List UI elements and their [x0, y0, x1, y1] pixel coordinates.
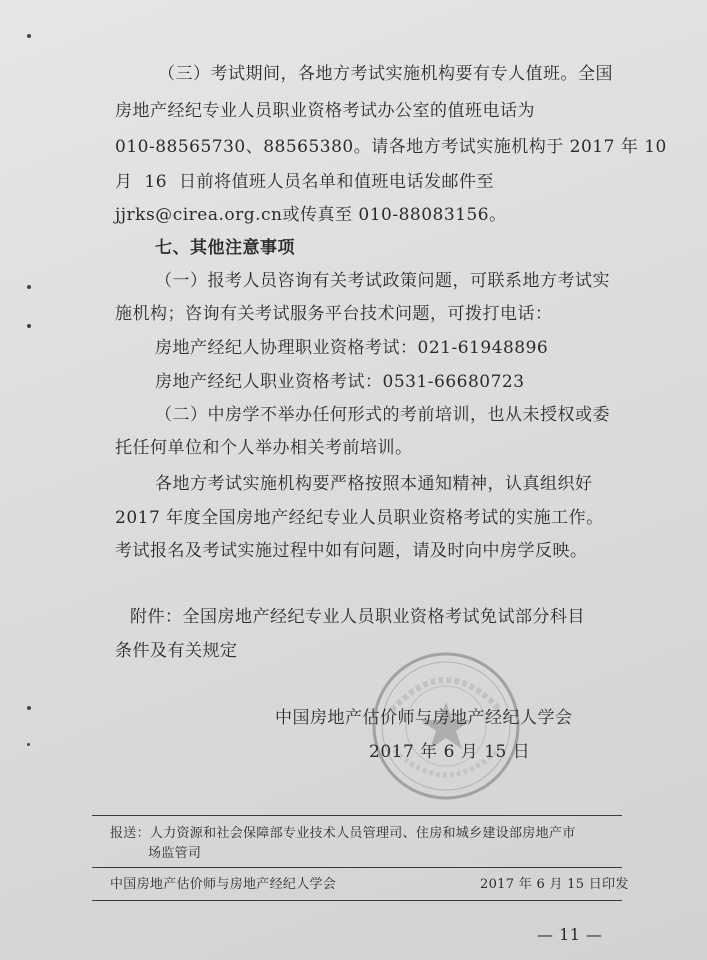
margin-speck [27, 34, 31, 38]
footer-issuer: 中国房地产估价师与房地产经纪人学会 [110, 877, 337, 892]
section7-phone1: 房地产经纪人协理职业资格考试：021-61948896 [155, 338, 549, 358]
closing-line1: 各地方考试实施机构要严格按照本通知精神，认真组织好 [155, 474, 593, 494]
section7-item2-line2: 托任何单位和个人举办相关考前培训。 [115, 438, 413, 458]
section7-item1-line1: （一）报考人员咨询有关考试政策问题，可联系地方考试实 [155, 271, 610, 291]
margin-speck [27, 706, 31, 710]
section3-line1: （三）考试期间，各地方考试实施机构要有专人值班。全国 [158, 64, 613, 84]
footer-print-date: 2017 年 6 月 15 日印发 [480, 877, 629, 892]
section3-line3: 010-88565730、88565380。请各地方考试实施机构于 2017 年 10 [115, 137, 667, 157]
page-number: — 11 — [537, 925, 603, 944]
section7-heading: 七、其他注意事项 [155, 238, 295, 258]
section7-item1-line2: 施机构；咨询有关考试服务平台技术问题，可拨打电话： [115, 304, 553, 324]
margin-speck [27, 285, 31, 289]
footer-report-line1: 报送：人力资源和社会保障部专业技术人员管理司、住房和城乡建设部房地产市 [110, 826, 576, 841]
margin-speck [27, 324, 31, 328]
footer-rule-bottom [92, 900, 622, 901]
attachment-line1: 附件：全国房地产经纪专业人员职业资格考试免试部分科目 [130, 607, 585, 627]
section7-item2-line1: （二）中房学不举办任何形式的考前培训，也从未授权或委 [155, 405, 610, 425]
section3-line2: 房地产经纪专业人员职业资格考试办公室的值班电话为 [115, 101, 535, 121]
signature-org: 中国房地产估价师与房地产经纪人学会 [275, 708, 573, 728]
signature-date: 2017 年 6 月 15 日 [369, 742, 531, 762]
margin-speck [27, 743, 30, 746]
section3-line5: jjrks@cirea.org.cn或传真至 010-88083156。 [115, 205, 507, 225]
section3-line4: 月 16 日前将值班人员名单和值班电话发邮件至 [115, 172, 494, 192]
footer-rule-top [92, 815, 622, 816]
attachment-line2: 条件及有关规定 [115, 641, 238, 661]
section7-phone2: 房地产经纪人职业资格考试：0531-66680723 [155, 372, 525, 392]
footer-rule-middle [92, 867, 622, 868]
closing-line3: 考试报名及考试实施过程中如有问题，请及时向中房学反映。 [115, 541, 588, 561]
footer-report-line2: 场监管司 [148, 846, 202, 861]
closing-line2: 2017 年度全国房地产经纪专业人员职业资格考试的实施工作。 [115, 508, 604, 528]
